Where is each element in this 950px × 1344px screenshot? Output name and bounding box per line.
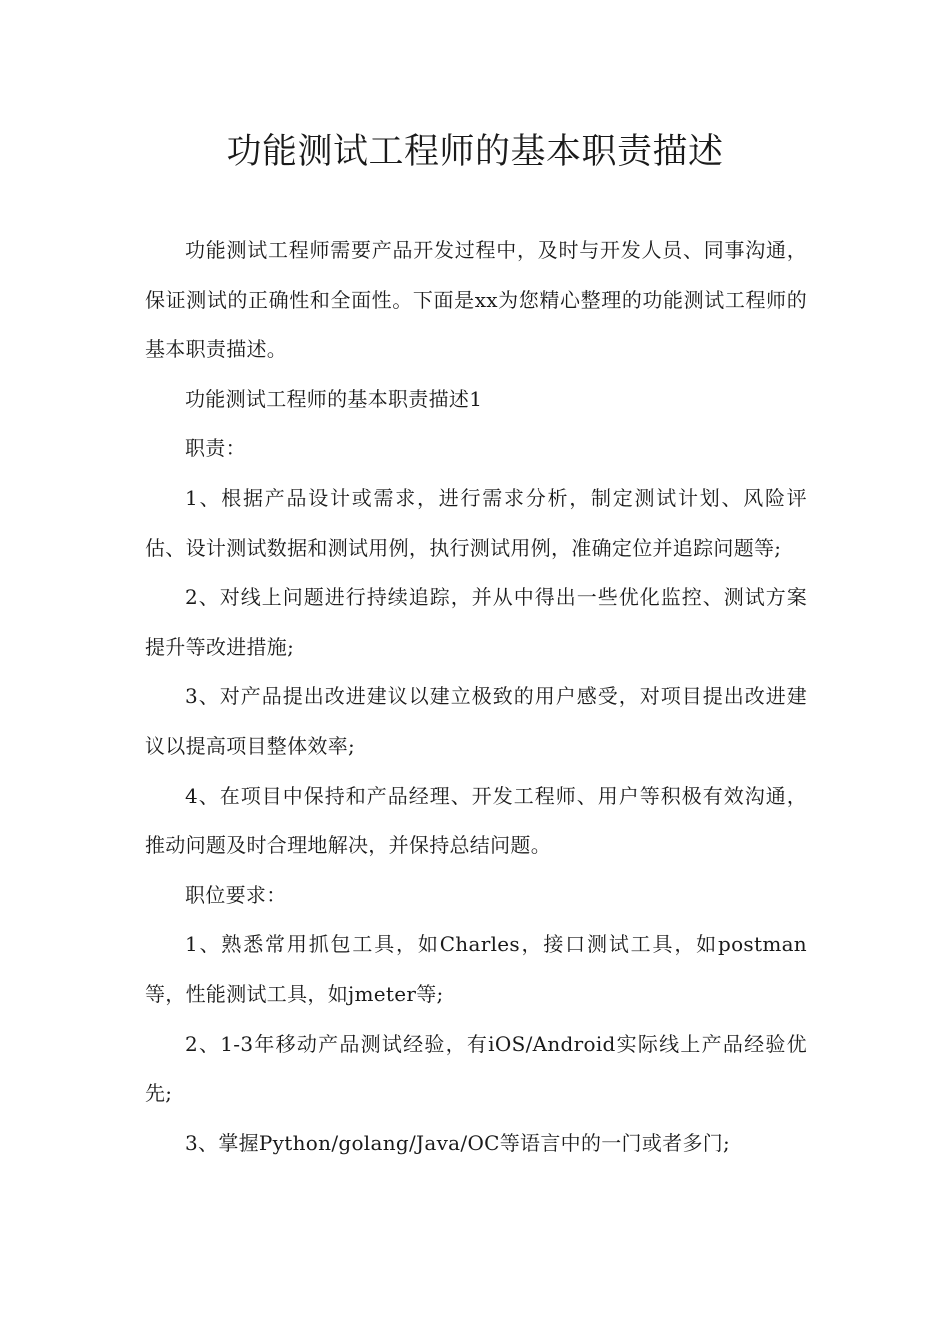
requirements-heading: 职位要求： — [185, 882, 287, 907]
section-heading: 功能测试工程师的基本职责描述1 — [185, 386, 483, 411]
intro-paragraph: 功能测试工程师需要产品开发过程中，及时与开发人员、同事沟通，保证测试的正确性和全面性。下面是xx为您精心整理的功能测试工程师的基本职责描述。 — [145, 238, 807, 362]
duties-heading: 职责： — [185, 436, 246, 461]
requirement-item: 2、1-3年移动产品测试经验，有iOS/Android实际线上产品经验优先; — [145, 1031, 807, 1106]
duty-item: 1、根据产品设计或需求，进行需求分析，制定测试计划、风险评估、设计测试数据和测试用例，执行测试用例，准确定位并追踪问题等; — [145, 485, 807, 560]
duty-item: 4、在项目中保持和产品经理、开发工程师、用户等积极有效沟通，推动问题及时合理地解决，并保持总结问题。 — [145, 783, 807, 858]
document-body — [145, 226, 807, 1168]
duty-item: 2、对线上问题进行持续追踪，并从中得出一些优化监控、测试方案提升等改进措施; — [145, 585, 807, 659]
document-title: 功能测试工程师的基本职责描述 — [226, 132, 724, 172]
requirement-item: 3、掌握Python/golang/Java/OC等语言中的一门或者多门; — [185, 1130, 731, 1155]
duty-item: 3、对产品提出改进建议以建立极致的用户感受，对项目提出改进建议以提高项目整体效率; — [145, 684, 807, 758]
requirement-item: 1、熟悉常用抓包工具，如Charles，接口测试工具，如postman等，性能测试工具，如jmeter等; — [145, 932, 807, 1006]
